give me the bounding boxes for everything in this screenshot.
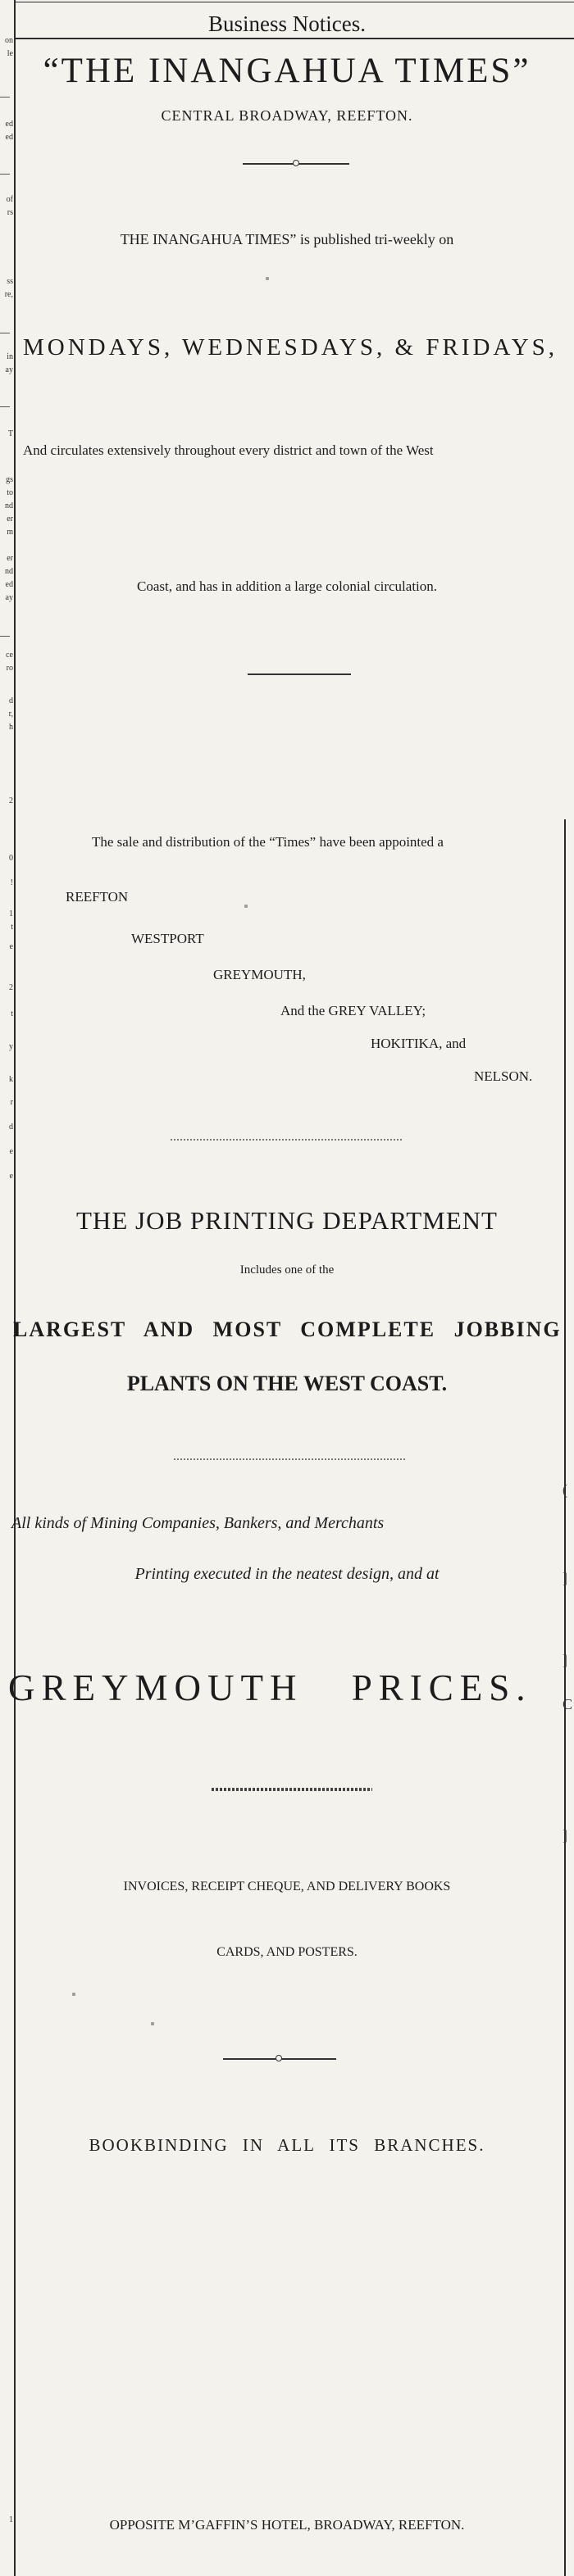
margin-fragment: rs [7,208,13,217]
margin-tick [0,636,10,637]
agents-intro: The sale and distribution of the “Times” have been appointed a [92,834,444,850]
publication-line: THE INANGAHUA TIMES” is published tri-weekly on [120,231,454,247]
margin-fragment: e [9,942,13,951]
margin-fragment: ] [563,1827,567,1844]
margin-fragment: m [7,528,13,537]
plants-line: PLANTS ON THE WEST COAST. [126,1372,448,1395]
margin-tick [0,174,10,175]
margin-fragment: e [9,1147,13,1156]
margin-fragment: ] [563,1570,567,1586]
agent-place: GREYMOUTH, [213,967,306,982]
margin-fragment: er [7,515,13,524]
address-line: CENTRAL BROADWAY, REEFTON. [161,107,413,124]
masthead: “THE INANGAHUA TIMES” [43,52,531,90]
margin-fragment: 2 [9,983,13,992]
ornament-dot [293,160,299,166]
agent-place: NELSON. [474,1068,533,1084]
kinds-line-2: Printing executed in the neatest design, and at [134,1565,440,1583]
margin-fragment: C [563,1696,573,1712]
job-printing-title: THE JOB PRINTING DEPARTMENT [76,1206,498,1235]
circulation-line-1: And circulates extensively throughout every district and town of the West [23,442,434,458]
margin-fragment: T [7,429,13,438]
margin-fragment: re, [4,290,13,299]
agent-place: And the GREY VALLEY; [280,1003,426,1018]
margin-fragment: nd [5,501,13,510]
margin-fragment: 1 [9,2515,13,2524]
margin-fragment: y [9,1042,13,1051]
margin-fragment: t [11,1009,13,1018]
margin-fragment: 2 [9,796,13,805]
ornament-dot [276,2055,282,2061]
short-rule [248,673,351,675]
margin-fragment: to [7,488,13,497]
wavy-rule [212,1788,372,1791]
margin-fragment: 1 [9,909,13,918]
margin-fragment: d [9,696,13,705]
print-speck [72,1993,75,1996]
dotted-rule [174,1458,405,1460]
margin-fragment: 0 [9,854,13,863]
circulation-line-2: Coast, and has in addition a large colonial circulation. [136,578,438,594]
margin-tick [0,97,10,98]
margin-fragment: ! [10,878,13,887]
margin-fragment: nd [5,567,13,576]
margin-fragment: er [7,554,13,563]
margin-fragment: d [9,1122,13,1132]
margin-fragment: ss [7,277,13,286]
margin-fragment: ay [5,365,13,374]
print-speck [266,277,269,280]
largest-line: LARGEST AND MOST COMPLETE JOBBING [13,1317,562,1341]
margin-fragment: ay [5,593,13,602]
margin-fragment: ro [6,664,13,673]
margin-fragment: in [7,352,13,361]
agent-place: HOKITIKA, and [371,1036,467,1051]
kinds-line-1: All kinds of Mining Companies, Bankers, and Merchants [11,1514,385,1532]
print-speck [244,905,248,908]
cards-line: CARDS, AND POSTERS. [216,1945,358,1959]
margin-fragment: le [7,49,13,58]
invoices-line: INVOICES, RECEIPT CHEQUE, AND DELIVERY BOOKS [123,1880,451,1893]
print-speck [151,2022,154,2025]
margin-fragment: ed [5,580,13,589]
agent-place: WESTPORT [131,931,204,946]
margin-fragment: ed [5,120,13,129]
margin-fragment: on [5,36,13,45]
margin-fragment: ce [6,651,13,660]
margin-fragment: ] [563,1652,567,1668]
margin-fragment: gs [6,475,13,484]
margin-fragment: ed [5,133,13,142]
margin-fragment: t [11,923,13,932]
branches-line: BOOKBINDING IN ALL ITS BRANCHES. [89,2135,485,2155]
margin-fragment: ( [563,1481,567,1498]
margin-fragment: h [9,723,13,732]
prices-line: GREYMOUTH PRICES. [8,1667,532,1708]
margin-fragment: r [10,1098,13,1107]
margin-fragment: k [9,1075,13,1084]
left-column-rule [14,0,16,2576]
publication-days: MONDAYS, WEDNESDAYS, & FRIDAYS, [23,334,558,361]
section-title: Business Notices. [208,11,366,36]
dotted-rule [171,1139,402,1141]
job-printing-includes: Includes one of the [239,1263,335,1277]
header-underline [14,38,574,39]
margin-fragment: of [6,195,13,204]
margin-fragment: r, [8,710,13,719]
margin-tick [0,406,10,407]
margin-fragment: e [9,1172,13,1181]
footer-address: OPPOSITE M’GAFFIN’S HOTEL, BROADWAY, REEFTON. [109,2517,465,2533]
agent-place: REEFTON [66,889,129,905]
